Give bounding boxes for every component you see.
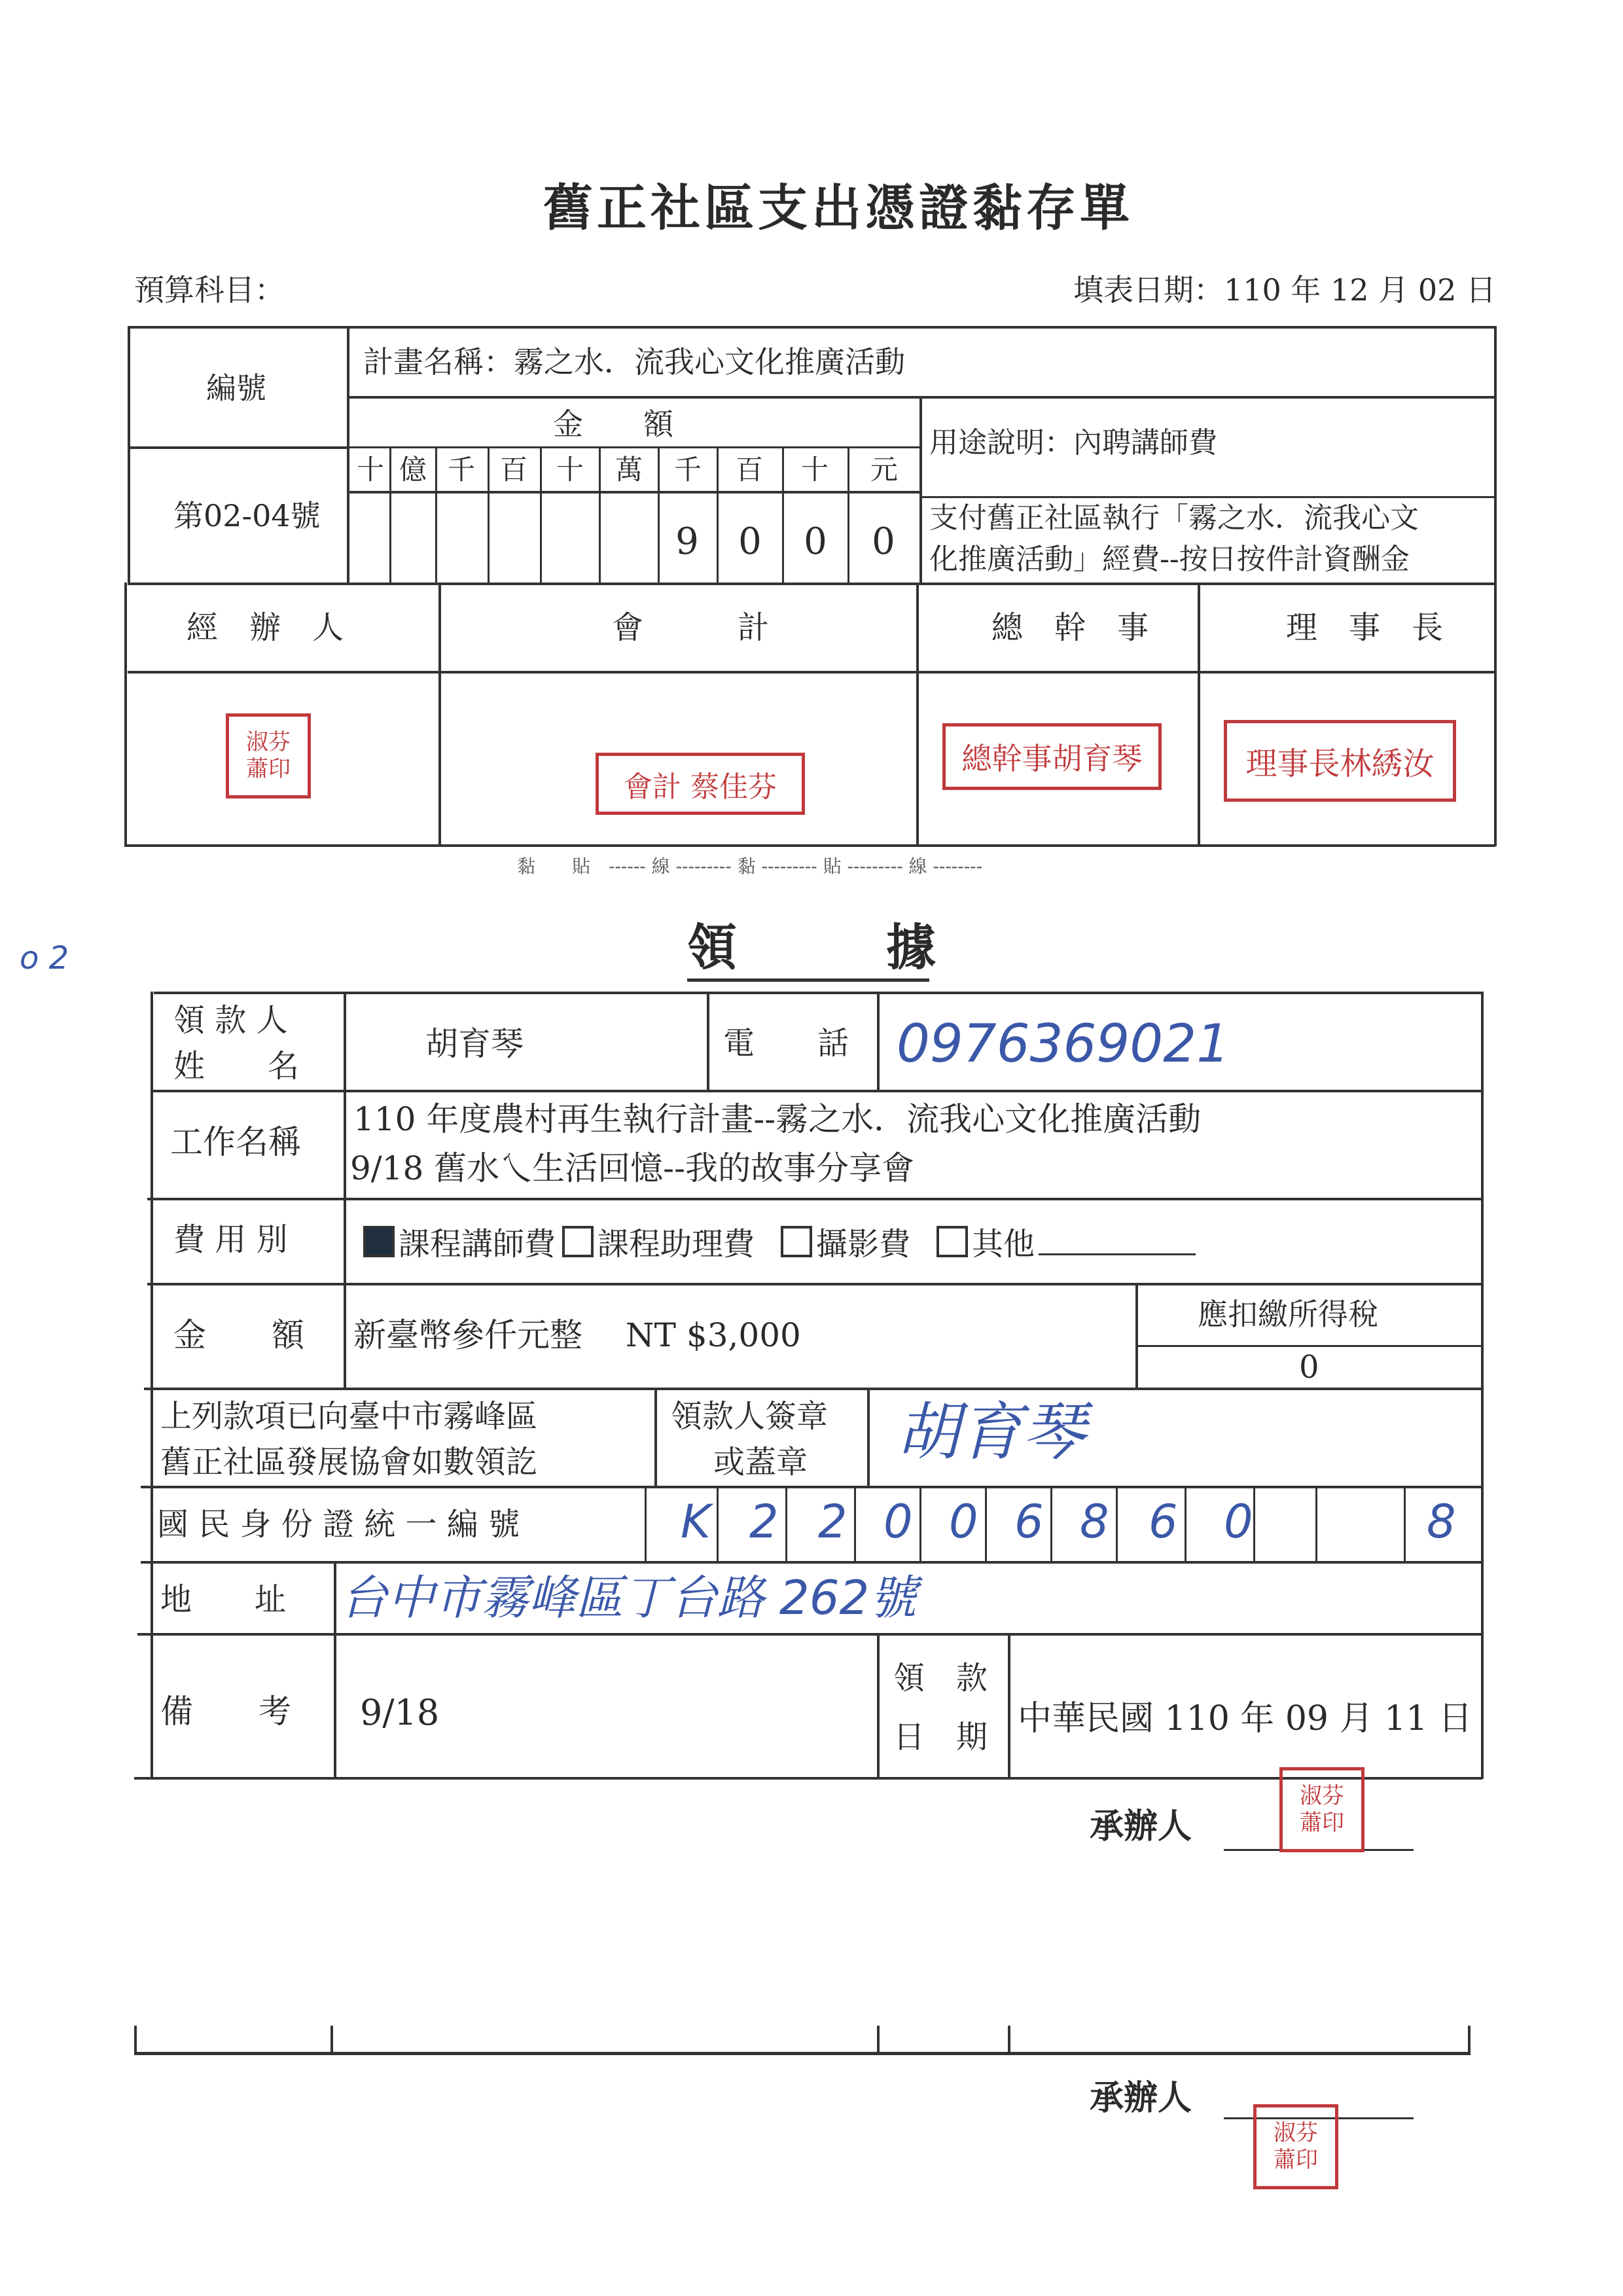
date-label-line2: 日 期 — [893, 1719, 988, 1755]
unit-label: 千 — [674, 454, 702, 486]
id-char: 0 — [883, 1495, 913, 1549]
address-handwritten: 台中市霧峰區丁台路 262號 — [340, 1570, 917, 1625]
date-label-line1: 領 款 — [893, 1660, 988, 1696]
phone-label: 電 話 — [723, 1025, 849, 1062]
fee-option-photography[interactable]: 攝影費 — [781, 1219, 910, 1264]
work-label: 工作名稱 — [170, 1123, 301, 1161]
id-char: 2 — [749, 1495, 779, 1549]
checkbox-checked-icon[interactable] — [363, 1226, 395, 1257]
checkbox-icon[interactable] — [781, 1226, 812, 1257]
purpose-detail-line1: 支付舊正社區執行「霧之水．流我心文 — [929, 501, 1419, 535]
chairman-stamp: 理事長林綉汝 — [1224, 720, 1456, 802]
amount-digit: 0 — [872, 520, 895, 563]
amount-digit: 0 — [804, 520, 827, 563]
work-line2: 9/18 舊水乀生活回憶--我的故事分享會 — [350, 1149, 914, 1187]
project-name: 計畫名稱：霧之水．流我心文化推廣活動 — [363, 344, 905, 380]
id-char: 2 — [818, 1495, 847, 1549]
id-label: 國 民 身 份 證 統 一 編 號 — [157, 1506, 520, 1543]
fill-date: 填表日期：110 年 12 月 02 日 — [1073, 272, 1496, 308]
receipt-handler-label: 承辦人 — [1090, 1806, 1192, 1846]
amount-digit: 9 — [675, 520, 699, 563]
unit-label: 十 — [357, 454, 385, 486]
unit-label: 萬 — [615, 454, 643, 486]
amount-label: 金 額 — [553, 406, 673, 442]
fee-option-assistant[interactable]: 課程助理費 — [562, 1219, 755, 1264]
received-statement-line2: 舊正社區發展協會如數領訖 — [160, 1444, 538, 1480]
unit-label: 十 — [556, 454, 584, 486]
signature-label-line1: 領款人簽章 — [671, 1398, 829, 1435]
address-label: 地 址 — [160, 1581, 287, 1618]
id-char: 8 — [1080, 1495, 1109, 1549]
unit-label: 百 — [500, 454, 528, 486]
fee-label: 費 用 別 — [173, 1221, 288, 1258]
unit-label: 億 — [399, 454, 427, 486]
voucher-number-label: 編號 — [206, 370, 266, 406]
id-char: 6 — [1014, 1495, 1044, 1549]
fee-options — [363, 1219, 1222, 1264]
payee-name: 胡育琴 — [425, 1025, 524, 1063]
work-line1: 110 年度農村再生執行計畫--霧之水．流我心文化推廣活動 — [353, 1100, 1202, 1138]
id-char: 8 — [1427, 1495, 1456, 1549]
secretary-stamp: 總幹事胡育琴 — [942, 723, 1162, 790]
purpose-label: 用途說明：內聘講師費 — [929, 426, 1217, 459]
header-chairman: 理 事 長 — [1286, 609, 1444, 646]
purpose-detail-line2: 化推廣活動」經費--按日按件計資酬金 — [929, 543, 1410, 576]
receipt-title-underline — [687, 978, 929, 982]
tax-label: 應扣繳所得稅 — [1198, 1297, 1378, 1332]
unit-label: 千 — [448, 454, 476, 486]
voucher-number-value: 第02-04號 — [173, 498, 321, 533]
signature-label-line2: 或蓋章 — [713, 1444, 808, 1480]
amount-label-receipt: 金 額 — [173, 1316, 304, 1354]
page-title: 舊正社區支出憑證黏存單 — [543, 179, 1133, 237]
phone-value-handwritten: 0976369021 — [897, 1013, 1230, 1074]
remarks-value: 9/18 — [360, 1692, 440, 1733]
budget-label: 預算科目： — [134, 272, 285, 308]
other-blank-line — [1039, 1227, 1196, 1255]
footer-handler-label: 承辦人 — [1090, 2078, 1192, 2118]
id-char: 6 — [1149, 1495, 1178, 1549]
header-handler: 經 辦 人 — [187, 609, 344, 646]
receipt-handler-seal-stamp: 淑芬 蕭印 — [1279, 1767, 1364, 1852]
unit-label: 十 — [801, 454, 829, 486]
fee-option-lecturer[interactable]: 課程講師費 — [363, 1219, 556, 1264]
id-char: 0 — [1224, 1495, 1253, 1549]
unit-label: 百 — [736, 454, 764, 486]
footer-handler-seal-stamp: 淑芬 蕭印 — [1253, 2104, 1338, 2189]
remarks-label: 備 考 — [160, 1693, 291, 1731]
amount-text: 新臺幣參仟元整 NT $3,000 — [353, 1316, 801, 1354]
checkbox-icon[interactable] — [936, 1226, 968, 1257]
tax-value: 0 — [1299, 1349, 1319, 1386]
receipt-date: 中華民國 110 年 09 月 11 日 — [1018, 1699, 1472, 1738]
handler-seal-stamp: 淑芬 蕭印 — [226, 713, 311, 798]
header-accounting: 會 計 — [612, 609, 770, 646]
checkbox-icon[interactable] — [562, 1226, 594, 1257]
accountant-stamp: 會計 蔡佳芬 — [596, 753, 805, 815]
id-char: 0 — [949, 1495, 978, 1549]
unit-label: 元 — [870, 454, 899, 486]
header-secretary: 總 幹 事 — [991, 609, 1149, 646]
received-statement-line1: 上列款項已向臺中市霧峰區 — [160, 1398, 538, 1435]
id-char: K — [681, 1495, 711, 1549]
amount-digit: 0 — [738, 520, 762, 563]
payee-label-line2: 姓 名 — [173, 1048, 300, 1085]
payee-label-line1: 領 款 人 — [173, 1002, 288, 1039]
paste-seam-line: 黏 貼 ------ 線 --------- 黏 --------- 貼 --------- 線 -------- — [517, 855, 983, 877]
payee-signature-handwritten: 胡育琴 — [897, 1395, 1085, 1469]
receipt-title: 領 據 — [687, 918, 936, 977]
margin-note: o 2 — [20, 940, 69, 977]
fee-option-other[interactable]: 其他 — [936, 1219, 1196, 1264]
